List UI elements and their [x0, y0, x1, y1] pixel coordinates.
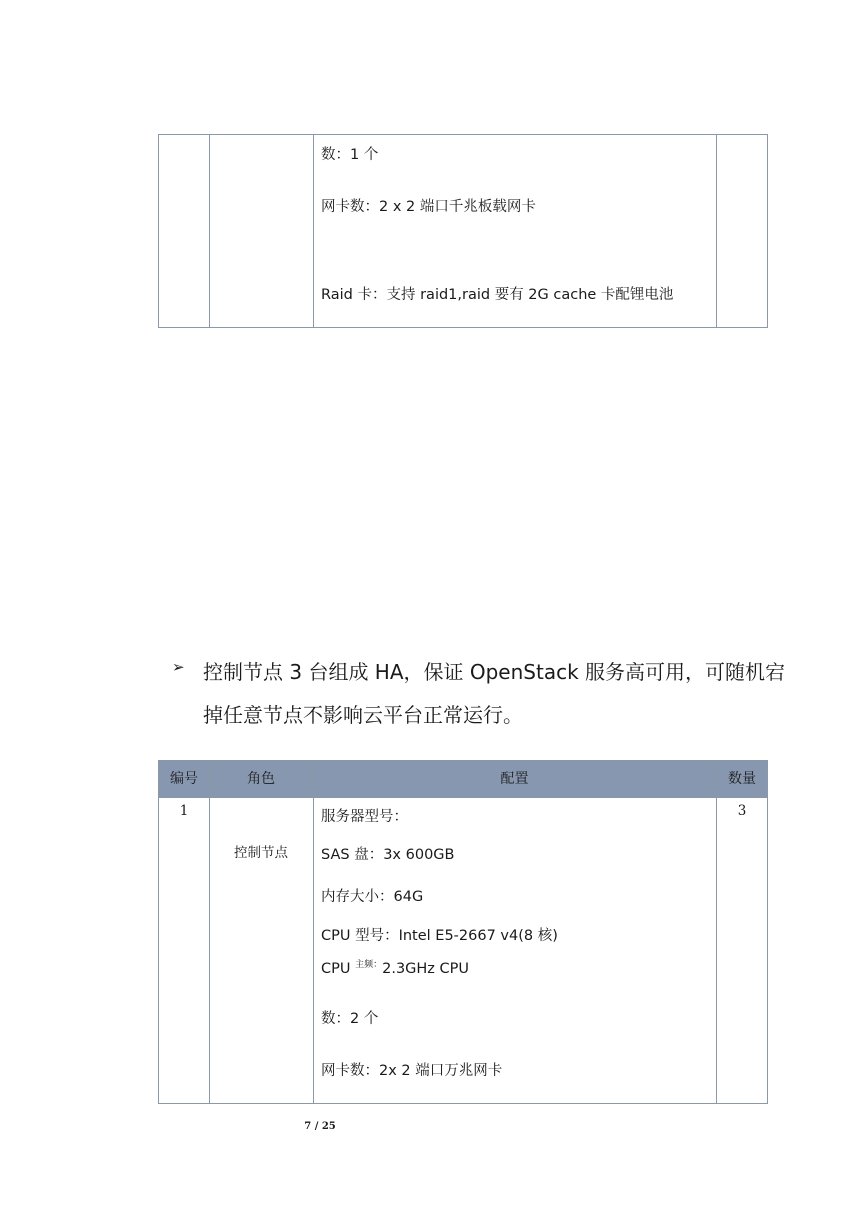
header-role: 角色: [247, 771, 275, 787]
row-quantity: 3: [737, 803, 747, 819]
config-line: 数：1 个: [321, 147, 379, 163]
config-line: 网卡数：2x 2 端口万兆网卡: [321, 1063, 503, 1079]
column-divider: [716, 135, 717, 327]
config-line: 服务器型号：: [321, 809, 408, 825]
config-line: 内存大小：64G: [321, 889, 424, 905]
cpu-prefix: CPU: [321, 961, 356, 977]
config-line: SAS 盘：3x 600GB: [321, 847, 455, 863]
cpu-superscript: 主频：: [355, 960, 383, 970]
paragraph-line-1: 控制节点 3 台组成 HA，保证 OpenStack 服务高可用，可随机宕: [203, 660, 786, 684]
config-line: Raid 卡：支持 raid1,raid 要有 2G cache 卡配锂电池: [321, 287, 674, 303]
config-line: 网卡数：2 x 2 端口千兆板载网卡: [321, 199, 536, 215]
config-table-continued: [158, 134, 768, 328]
paragraph-line-2: 掉任意节点不影响云平台正常运行。: [203, 703, 523, 727]
cpu-value: 2.3GHz CPU: [382, 961, 470, 977]
header-number: 编号: [170, 771, 198, 787]
column-divider: [313, 761, 314, 1103]
column-divider: [209, 761, 210, 1103]
config-line: CPU 型号：Intel E5-2667 v4(8 核): [321, 928, 558, 944]
row-number: 1: [179, 803, 189, 819]
column-divider: [209, 135, 210, 327]
config-line-cpu-frequency: [321, 961, 469, 977]
page-number: 7 / 25: [304, 1121, 336, 1132]
row-role: 控制节点: [234, 845, 288, 861]
bullet-arrow-icon: ➢: [172, 658, 185, 676]
header-config: 配置: [500, 771, 529, 787]
column-divider: [313, 135, 314, 327]
header-quantity: 数量: [728, 771, 756, 787]
config-line: 数：2 个: [321, 1011, 379, 1027]
control-node-table: [158, 760, 768, 1104]
